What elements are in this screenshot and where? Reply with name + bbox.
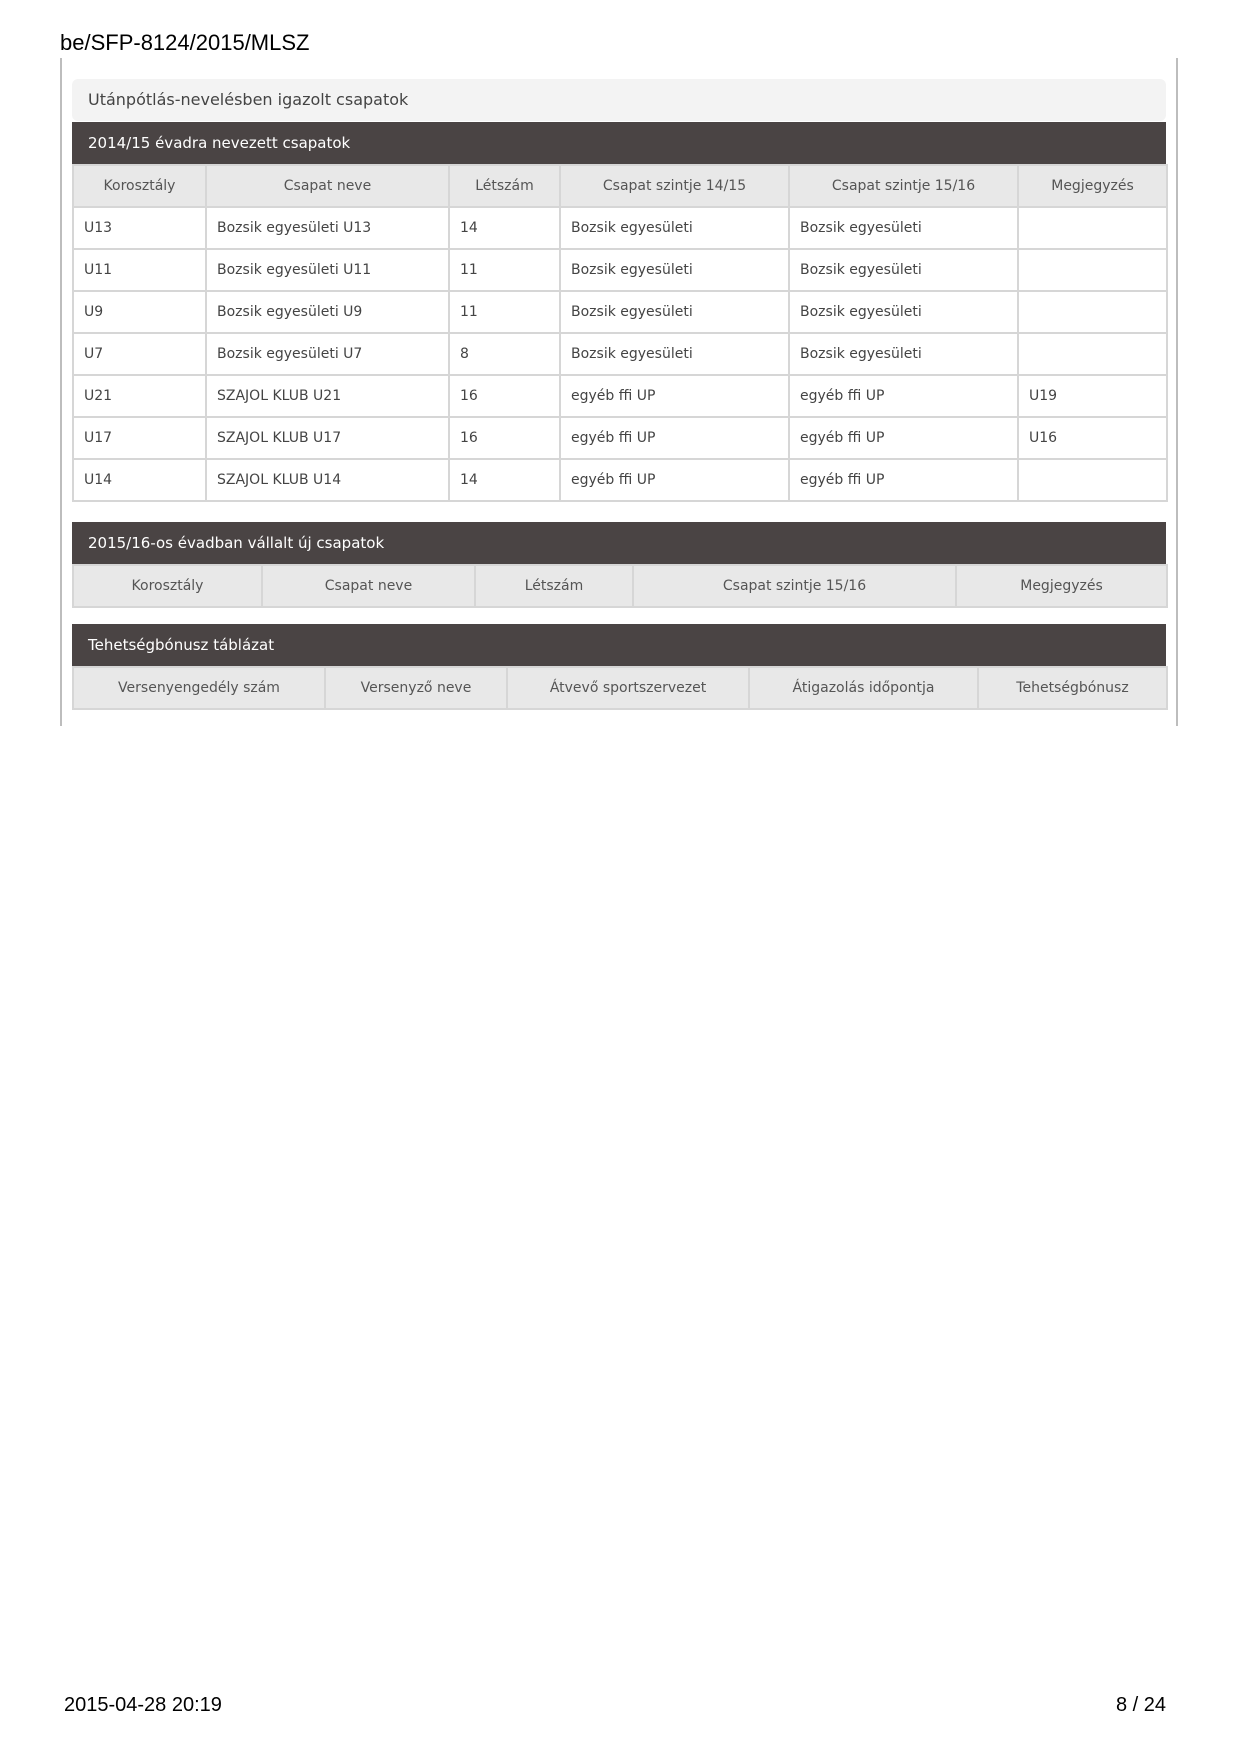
document-id: be/SFP-8124/2015/MLSZ: [60, 30, 310, 55]
table-header-row: [73, 165, 1167, 207]
cell: Bozsik egyesületi U9: [206, 291, 449, 333]
cell: 14: [449, 459, 560, 501]
table-row: [73, 417, 1167, 459]
cell: U9: [73, 291, 206, 333]
cell: Bozsik egyesületi: [789, 333, 1018, 375]
page-number: 8 / 24: [1115, 1694, 1166, 1716]
cell: SZAJOL KLUB U17: [206, 417, 449, 459]
cell: egyéb ffi UP: [789, 375, 1018, 417]
cell: egyéb ffi UP: [789, 459, 1018, 501]
cell: Bozsik egyesületi: [560, 333, 789, 375]
table-header-row: [73, 565, 1167, 607]
talent-bonus-block: [72, 624, 1166, 710]
cell: U13: [73, 207, 206, 249]
cell: Bozsik egyesületi: [789, 249, 1018, 291]
footer-timestamp: 2015-04-28 20:19: [64, 1694, 222, 1716]
cell: Bozsik egyesületi U7: [206, 333, 449, 375]
new-teams-1516-block: [72, 522, 1166, 608]
new-teams-1516-table: [72, 564, 1168, 608]
cell: [1018, 207, 1167, 249]
talent-bonus-table: [72, 666, 1168, 710]
cell: 11: [449, 249, 560, 291]
col-header-note: Megjegyzés: [1018, 165, 1167, 207]
cell: [1018, 333, 1167, 375]
cell: [1018, 249, 1167, 291]
cell: U21: [73, 375, 206, 417]
col-header-team-name: Csapat neve: [206, 165, 449, 207]
table-row: [73, 333, 1167, 375]
cell: [1018, 459, 1167, 501]
cell: Bozsik egyesületi: [560, 207, 789, 249]
cell: U7: [73, 333, 206, 375]
col-header-level-1516: Csapat szintje 15/16: [633, 565, 956, 607]
table-header-row: [73, 667, 1167, 709]
cell: U17: [73, 417, 206, 459]
content-frame: [60, 58, 1178, 726]
talent-bonus-title: Tehetségbónusz táblázat: [72, 624, 1166, 666]
cell: 11: [449, 291, 560, 333]
table-row: [73, 375, 1167, 417]
teams-1415-title: 2014/15 évadra nevezett csapatok: [72, 122, 1166, 164]
cell: egyéb ffi UP: [560, 417, 789, 459]
col-header-transfer-date: Átigazolás időpontja: [749, 667, 978, 709]
cell: Bozsik egyesületi: [560, 291, 789, 333]
col-header-team-name: Csapat neve: [262, 565, 475, 607]
table-row: [73, 249, 1167, 291]
cell: egyéb ffi UP: [789, 417, 1018, 459]
col-header-headcount: Létszám: [449, 165, 560, 207]
col-header-talent-bonus: Tehetségbónusz: [978, 667, 1167, 709]
cell: Bozsik egyesületi: [789, 291, 1018, 333]
cell: Bozsik egyesületi U13: [206, 207, 449, 249]
col-header-license-number: Versenyengedély szám: [73, 667, 325, 709]
col-header-age: Korosztály: [73, 565, 262, 607]
col-header-headcount: Létszám: [475, 565, 633, 607]
cell: egyéb ffi UP: [560, 459, 789, 501]
cell: U19: [1018, 375, 1167, 417]
teams-1415-table: [72, 164, 1168, 502]
cell: 16: [449, 375, 560, 417]
cell: SZAJOL KLUB U14: [206, 459, 449, 501]
cell: U16: [1018, 417, 1167, 459]
cell: 14: [449, 207, 560, 249]
teams-1415-block: [72, 122, 1166, 502]
new-teams-1516-title: 2015/16-os évadban vállalt új csapatok: [72, 522, 1166, 564]
table-row: [73, 291, 1167, 333]
col-header-player-name: Versenyző neve: [325, 667, 507, 709]
cell: U14: [73, 459, 206, 501]
col-header-level-1415: Csapat szintje 14/15: [560, 165, 789, 207]
col-header-receiving-club: Átvevő sportszervezet: [507, 667, 749, 709]
cell: Bozsik egyesületi: [789, 207, 1018, 249]
table-row: [73, 207, 1167, 249]
cell: [1018, 291, 1167, 333]
cell: 8: [449, 333, 560, 375]
col-header-age: Korosztály: [73, 165, 206, 207]
cell: SZAJOL KLUB U21: [206, 375, 449, 417]
cell: Bozsik egyesületi U11: [206, 249, 449, 291]
cell: 16: [449, 417, 560, 459]
section-title: Utánpótlás-nevelésben igazolt csapatok: [72, 79, 1166, 121]
cell: Bozsik egyesületi: [560, 249, 789, 291]
col-header-level-1516: Csapat szintje 15/16: [789, 165, 1018, 207]
col-header-note: Megjegyzés: [956, 565, 1167, 607]
cell: egyéb ffi UP: [560, 375, 789, 417]
table-row: [73, 459, 1167, 501]
cell: U11: [73, 249, 206, 291]
